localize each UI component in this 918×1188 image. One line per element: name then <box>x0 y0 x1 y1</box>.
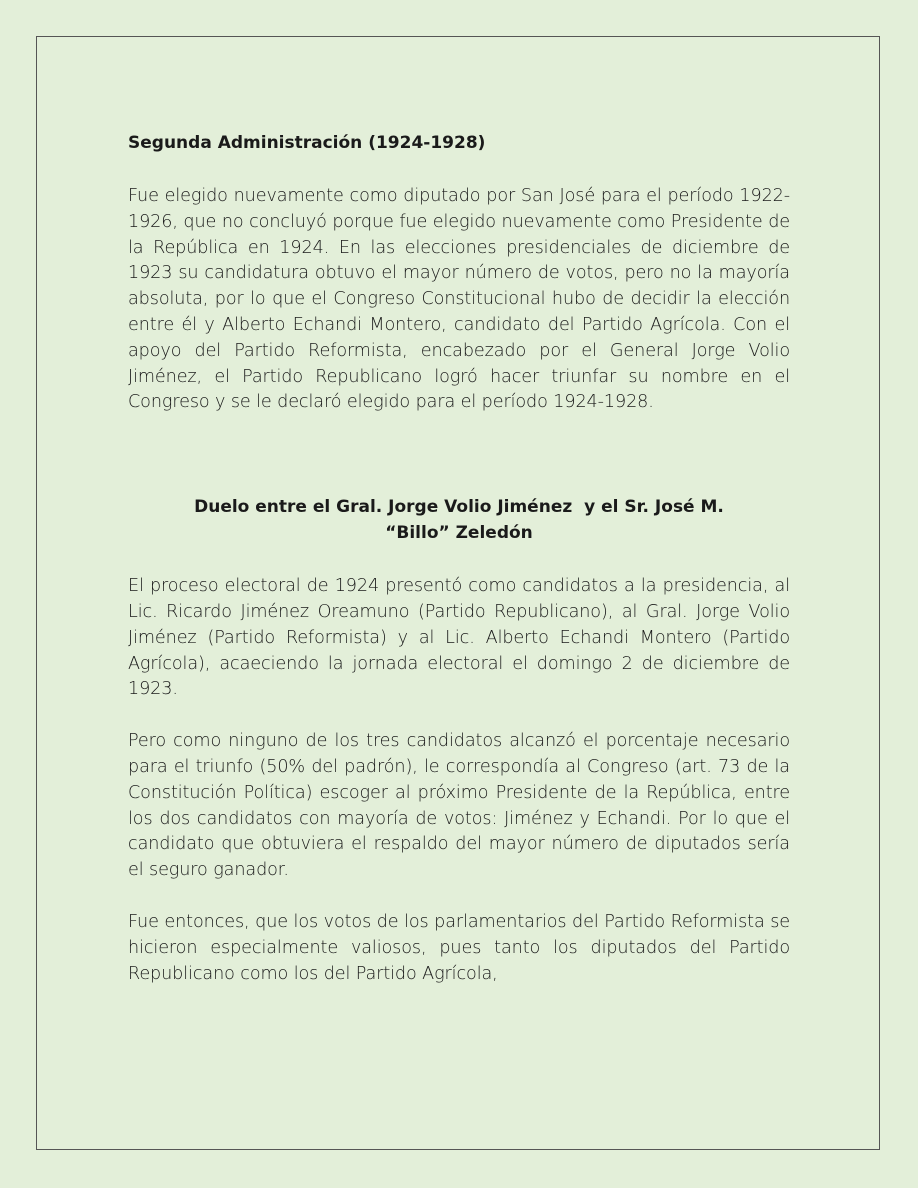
paragraph-segunda-administracion: Fue elegido nuevamente como diputado por San José para el período 1922-1926, que no concluyó porque fue elegido nuevamente como Presidente de la República en 1924. En las elecciones presidenciales de diciembre de 1923 su candidatura obtuvo el mayor número de votos, pero no la mayoría absoluta, por lo que el Congreso Constitucional hubo de decidir la elección entre él y Alberto Echandi Montero, candidato del Partido Agrícola. Con el apoyo del Partido Reformista, encabezado por el General Jorge Volio Jiménez, el Partido Republicano logró hacer triunfar su nombre en el Congreso y se le declaró elegido para el período 1924-1928. <box>128 186 790 413</box>
paragraph-ninguno-candidatos: Pero como ninguno de los tres candidatos alcanzó el porcentaje necesario para el triunfo (50% del padrón), le correspondía al Congreso (art. 73 de la Constitución Política) escoger al próximo Presidente de la República, entre los dos candidatos con mayoría de votos: Jiménez y Echandi. Por lo que el candidato que obtuviera el respaldo del mayor número de diputados sería el seguro ganador. <box>128 731 790 881</box>
section-heading-segunda-administracion: Segunda Administración (1924-1928) <box>128 133 486 153</box>
paragraph-proceso-electoral: El proceso electoral de 1924 presentó como candidatos a la presidencia, al Lic. Ricardo Jiménez Oreamuno (Partido Republicano), al Gral. Jorge Volio Jiménez (Partido Reformista) y al Lic. Alberto Echandi Montero (Partido Agrícola), acaeciendo la jornada electoral el domingo 2 de diciembre de 1923. <box>128 576 790 700</box>
heading-duelo-line-1: Duelo entre el Gral. Jorge Volio Jiménez y el Sr. José M. <box>194 497 724 518</box>
section-heading-duelo <box>128 494 790 546</box>
document-body <box>128 130 790 987</box>
paragraph-votos-reformista: Fue entonces, que los votos de los parlamentarios del Partido Reformista se hicieron especialmente valiosos, pues tanto los diputados del Partido Republicano como los del Partido Agrícola, <box>128 911 790 984</box>
heading-duelo-line-2: “Billo” Zeledón <box>385 523 533 544</box>
